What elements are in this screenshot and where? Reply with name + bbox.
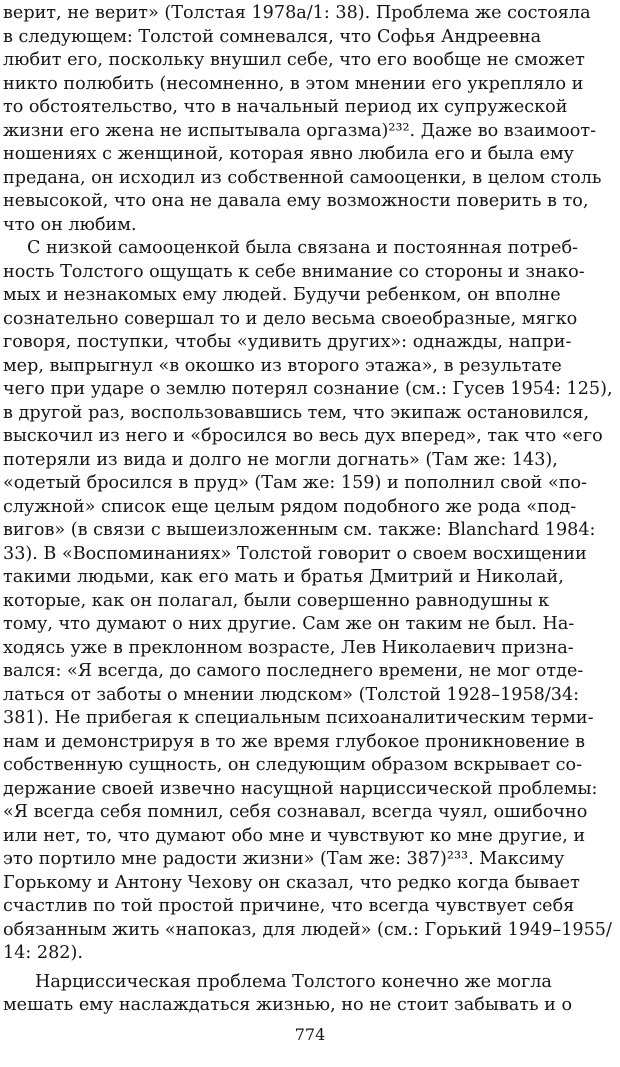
text-line: такими людьми, как его мать и братья Дмитрий и Николай, xyxy=(3,567,564,587)
text-line: тому, что думают о них другие. Сам же он таким не был. На- xyxy=(3,614,575,634)
text-line: говоря, поступки, чтобы «удивить других»: однажды, напри- xyxy=(3,332,572,352)
text-line: счастлив по той простой причине, что всегда чувствует себя xyxy=(3,896,575,916)
text-line: которые, как он полагал, были совершенно равнодушны к xyxy=(3,590,550,611)
book-page xyxy=(3,2,617,1062)
text-line: собственную сущность, он следующим образом вскрывает со- xyxy=(3,755,583,775)
text-line: верит, не верит» (Толстая 1978а/1: 38). Проблема же состояла xyxy=(3,3,591,23)
text-line: ношениях с женщиной, которая явно любила его и была ему xyxy=(3,144,575,164)
text-line: держание своей извечно насущной нарциссической проблемы: xyxy=(3,778,598,799)
text-line: «Я всегда себя помнил, себя сознавал, всегда чуял, ошибочно xyxy=(3,802,588,822)
text-line: вался: «Я всегда, до самого последнего времени, не мог отде- xyxy=(3,661,584,681)
paragraph-2 xyxy=(3,237,617,966)
text-line: то обстоятельство, что в начальный период их супружеской xyxy=(3,97,568,117)
text-line: жизни его жена не испытывала оргазма)²³². Даже во взаимоот- xyxy=(3,120,597,141)
text-line: 33). В «Воспоминаниях» Толстой говорит о своем восхищении xyxy=(3,543,587,564)
text-line: сознательно совершал то и дело весьма своеобразные, мягко xyxy=(3,308,578,329)
text-line: потеряли из вида и долго не могли догнать» (Там же: 143), xyxy=(3,449,558,470)
text-line: чего при ударе о землю потерял сознание (см.: Гусев 1954: 125), xyxy=(3,379,613,399)
text-line: Нарциссическая проблема Толстого конечно же могла xyxy=(35,971,552,992)
paragraph-3 xyxy=(3,971,617,1018)
page-number: 774 xyxy=(294,1025,326,1044)
text-line: обязанным жить «напоказ, для людей» (см.: Горький 1949–1955/ xyxy=(3,919,612,940)
text-line: 381). Не прибегая к специальным психоаналитическим терми- xyxy=(3,708,594,728)
text-line: «одетый бросился в пруд» (Там же: 159) и пополнил свой «по- xyxy=(3,473,588,493)
text-line: или нет, то, что думают обо мне и чувствуют ко мне другие, и xyxy=(3,825,586,846)
text-line: в другой раз, воспользовавшись тем, что экипаж остановился, xyxy=(3,402,590,423)
text-line: ность Толстого ощущать к себе внимание со стороны и знако- xyxy=(3,261,585,282)
text-line: Горькому и Антону Чехову он сказал, что редко когда бывает xyxy=(3,872,580,893)
text-line: мер, выпрыгнул «в окошко из второго этажа», в результате xyxy=(3,355,562,376)
text-line: латься от заботы о мнении людском» (Толстой 1928–1958/34: xyxy=(3,684,580,705)
text-line: никто полюбить (несомненно, в этом мнении его укрепляло и xyxy=(3,73,584,94)
text-line: невысокой, что она не давала ему возможности поверить в то, xyxy=(3,191,589,211)
text-line: любит его, поскольку внушил себе, что его вообще не сможет xyxy=(3,50,585,70)
text-line: служной» список еще целым рядом подобного же рода «под- xyxy=(3,496,577,517)
text-line: ходясь уже в преклонном возрасте, Лев Николаевич призна- xyxy=(3,637,574,658)
text-line: 14: 282). xyxy=(3,943,83,963)
paragraph-1 xyxy=(3,2,617,237)
text-line: нам и демонстрируя в то же время глубокое проникновение в xyxy=(3,731,586,752)
text-line: выскочил из него и «бросился во весь дух вперед», так что «его xyxy=(3,426,603,446)
text-line: что он любим. xyxy=(3,214,137,235)
text-line: С низкой самооценкой была связана и постоянная потреб- xyxy=(27,238,578,258)
text-line: предана, он исходил из собственной самооценки, в целом столь xyxy=(3,167,602,188)
text-line: вигов» (в связи с вышеизложенным см. также: Blanchard 1984: xyxy=(3,520,596,540)
text-line: мешать ему наслаждаться жизнью, но не стоит забывать и о xyxy=(3,995,573,1015)
text-line: мых и незнакомых ему людей. Будучи ребенком, он вполне xyxy=(3,285,561,305)
text-line: в следующем: Толстой сомневался, что Софья Андреевна xyxy=(3,26,542,47)
text-line: это портило мне радости жизни» (Там же: 387)²³³. Максиму xyxy=(3,849,565,869)
